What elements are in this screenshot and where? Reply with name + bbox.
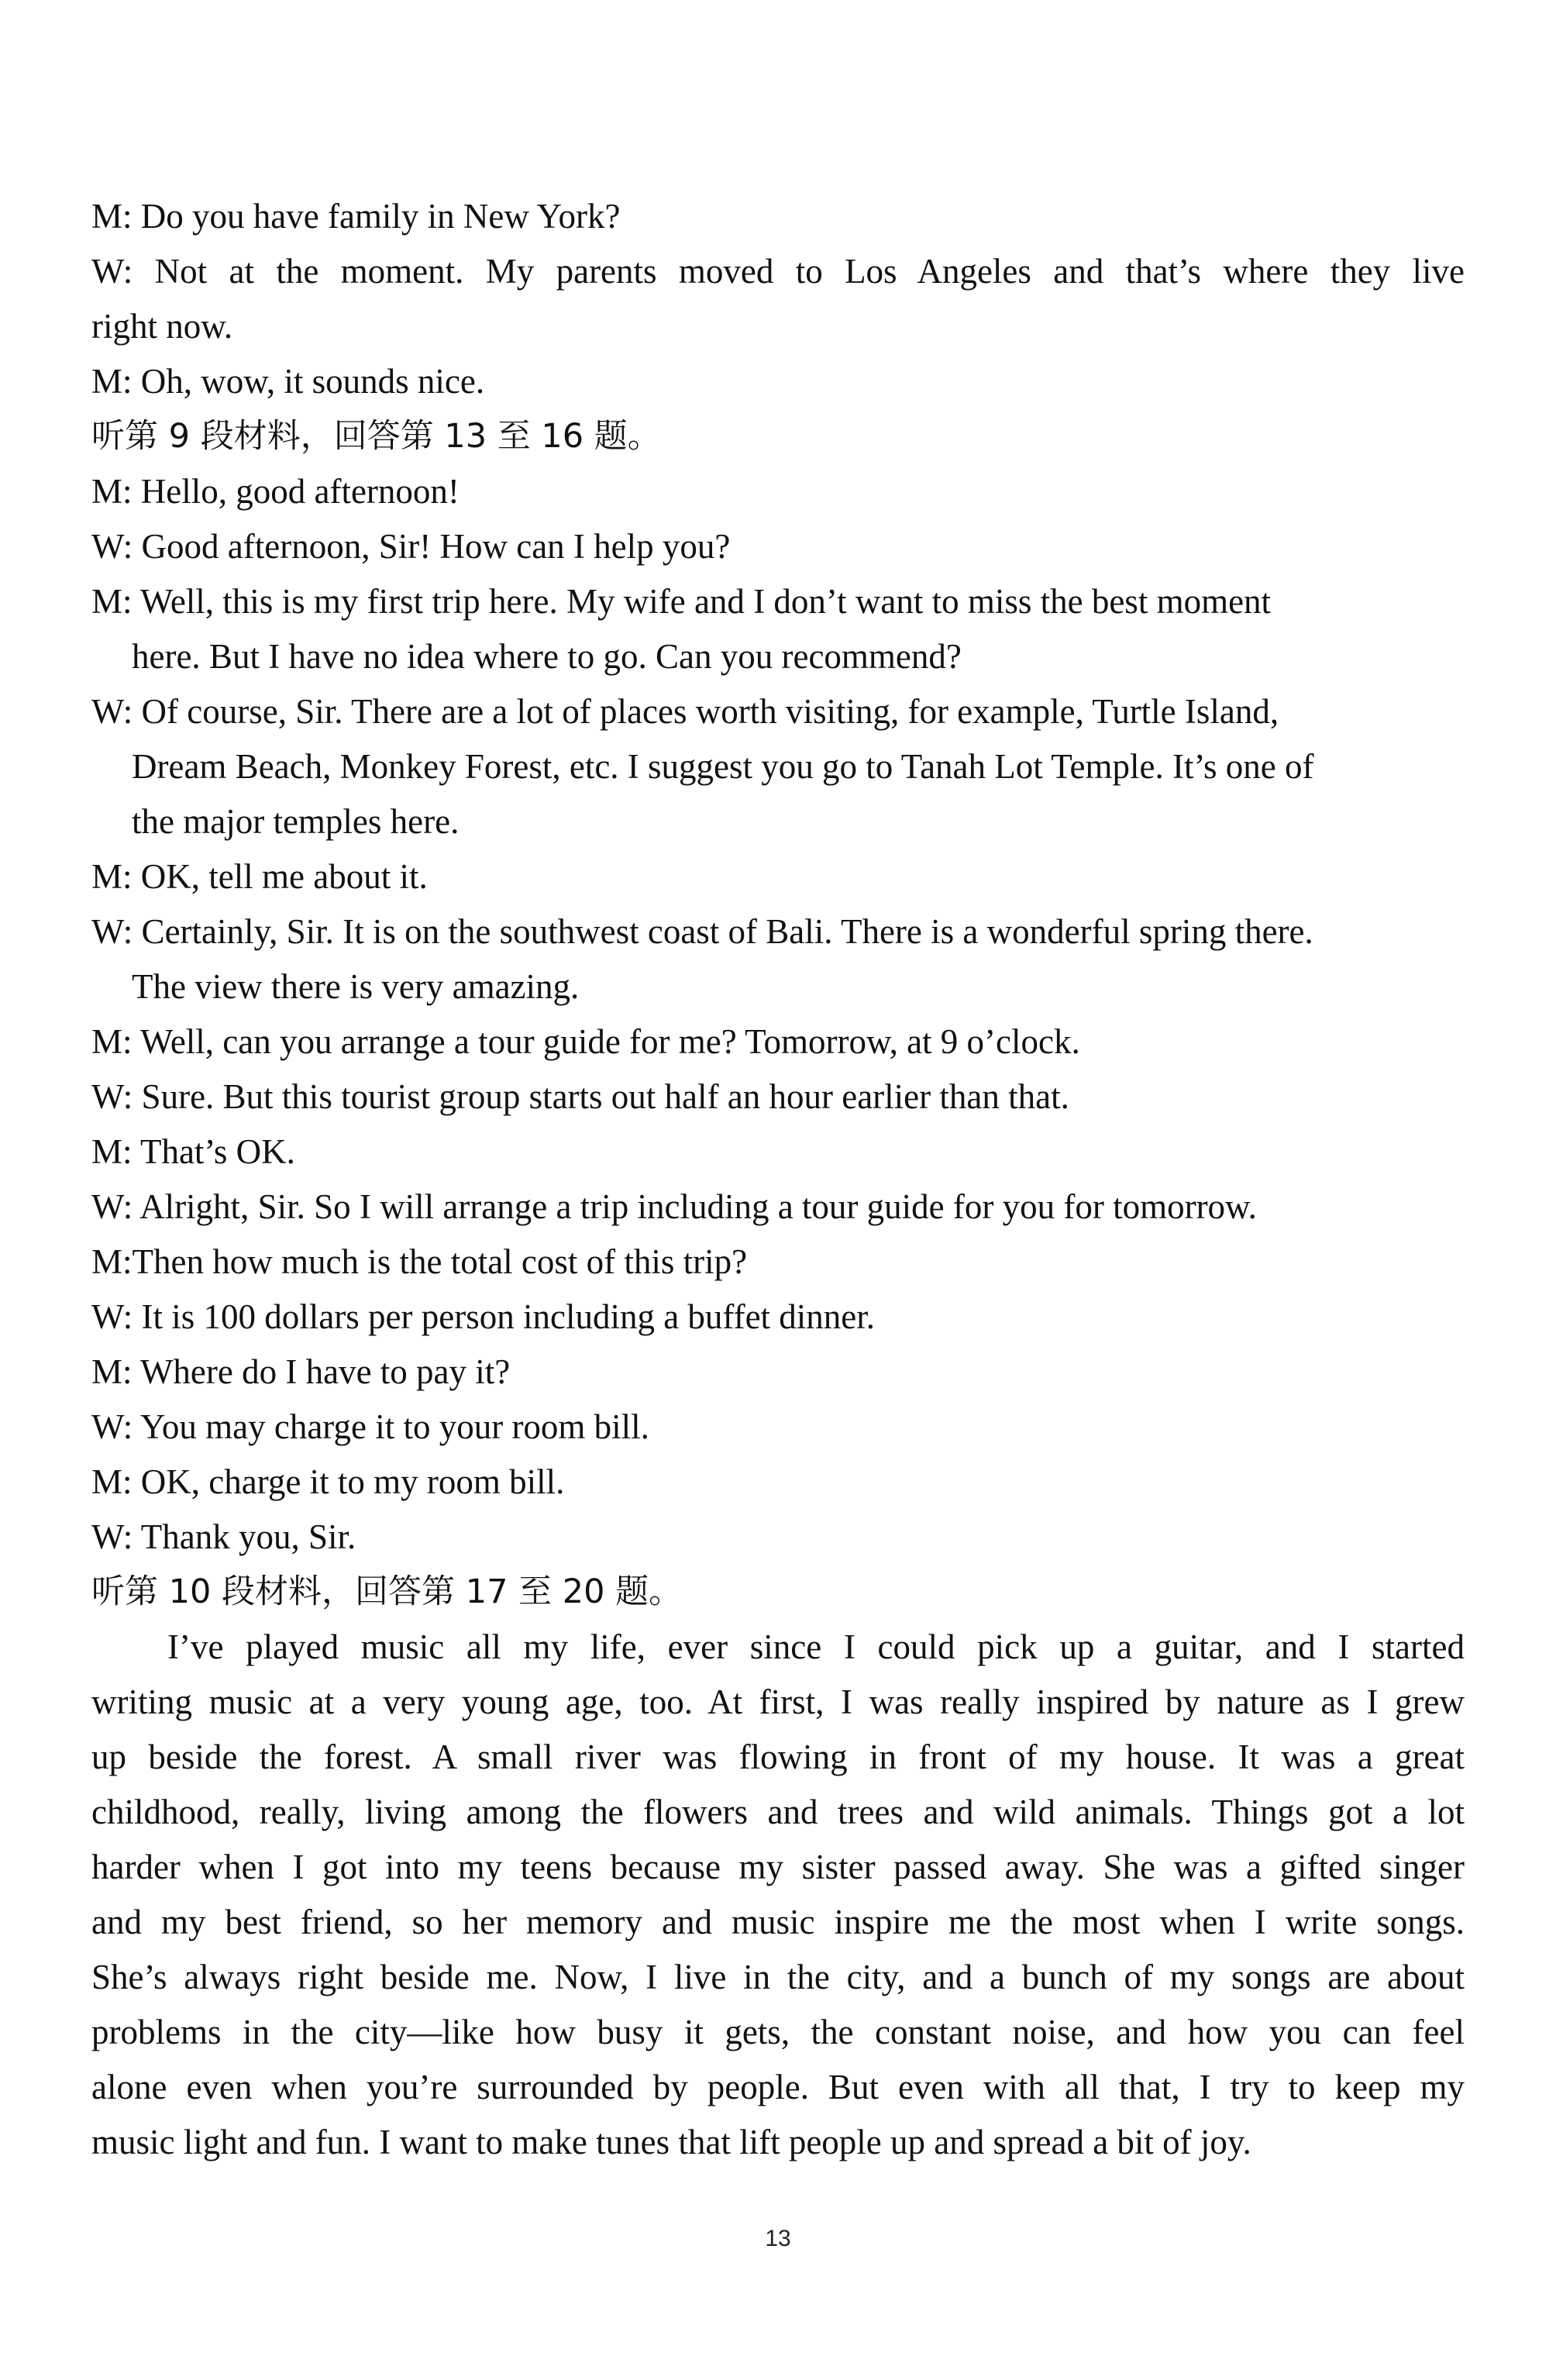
dialogue-line: M: Oh, wow, it sounds nice. [91,362,485,401]
dialogue-line: W: Alright, Sir. So I will arrange a trip including a tour guide for you for tomorrow. [91,1187,1257,1226]
dialogue-line: M: Well, this is my first trip here. My wife and I don’t want to miss the best moment [91,582,1272,621]
dialogue-line: M:Then how much is the total cost of this trip? [91,1242,748,1281]
dialogue-line: M: Well, can you arrange a tour guide for me? Tomorrow, at 9 o’clock. [91,1022,1080,1061]
dialogue-line: M: Do you have family in New York? [91,197,621,236]
paragraph-line: alone even when you’re surrounded by people. But even with all that, I try to keep my [91,2068,1465,2106]
dialogue-line: W: Sure. But this tourist group starts out half an hour earlier than that. [91,1077,1069,1116]
dialogue-line-continued: here. But I have no idea where to go. Can you recommend? [132,637,962,676]
paragraph-line: music light and fun. I want to make tunes that lift people up and spread a bit of joy. [91,2123,1251,2161]
dialogue-line: W: Of course, Sir. There are a lot of places worth visiting, for example, Turtle Island, [91,692,1279,731]
dialogue-line: M: That’s OK. [91,1132,295,1171]
section-heading: 听第 9 段材料，回答第 13 至 16 题。 [91,417,661,456]
paragraph-line: I’ve played music all my life, ever since I could pick up a guitar, and I started [167,1627,1465,1666]
dialogue-line: M: Where do I have to pay it? [91,1352,511,1391]
dialogue-line-continued: the major temples here. [132,802,460,841]
monologue-paragraph [91,1620,1465,2170]
dialogue-line: W: Good afternoon, Sir! How can I help you? [91,527,731,566]
dialogue-line: W: Certainly, Sir. It is on the southwest coast of Bali. There is a wonderful spring there. [91,912,1313,951]
paragraph-line: She’s always right beside me. Now, I live in the city, and a bunch of my songs are about [91,1958,1465,1996]
paragraph-line: problems in the city—like how busy it gets, the constant noise, and how you can feel [91,2013,1465,2051]
dialogue-line-continued: Dream Beach, Monkey Forest, etc. I suggest you go to Tanah Lot Temple. It’s one of [132,747,1314,786]
paragraph-line: harder when I got into my teens because my sister passed away. She was a gifted singer [91,1848,1465,1886]
dialogue-line: M: OK, tell me about it. [91,857,428,896]
paragraph-line: and my best friend, so her memory and music inspire me the most when I write songs. [91,1903,1465,1941]
dialogue-line: W: Not at the moment. My parents moved to Los Angeles and that’s where they live [91,252,1465,291]
dialogue-line: M: OK, charge it to my room bill. [91,1462,565,1501]
dialogue-line: W: You may charge it to your room bill. [91,1407,649,1446]
paragraph-line: childhood, really, living among the flowers and trees and wild animals. Things got a lot [91,1793,1465,1831]
paragraph-line: writing music at a very young age, too. At first, I was really inspired by nature as I grew [91,1683,1465,1721]
dialogue-line: W: Thank you, Sir. [91,1517,356,1556]
dialogue-line-continued: The view there is very amazing. [132,967,580,1006]
dialogue-line: W: It is 100 dollars per person including a buffet dinner. [91,1297,876,1336]
transcript-page [91,189,1465,2170]
dialogue-line: M: Hello, good afternoon! [91,472,460,511]
page-number: 13 [765,2226,791,2251]
dialogue-line: right now. [91,307,233,346]
section-heading: 听第 10 段材料，回答第 17 至 20 题。 [91,1572,683,1611]
paragraph-line: up beside the forest. A small river was flowing in front of my house. It was a great [91,1738,1465,1776]
